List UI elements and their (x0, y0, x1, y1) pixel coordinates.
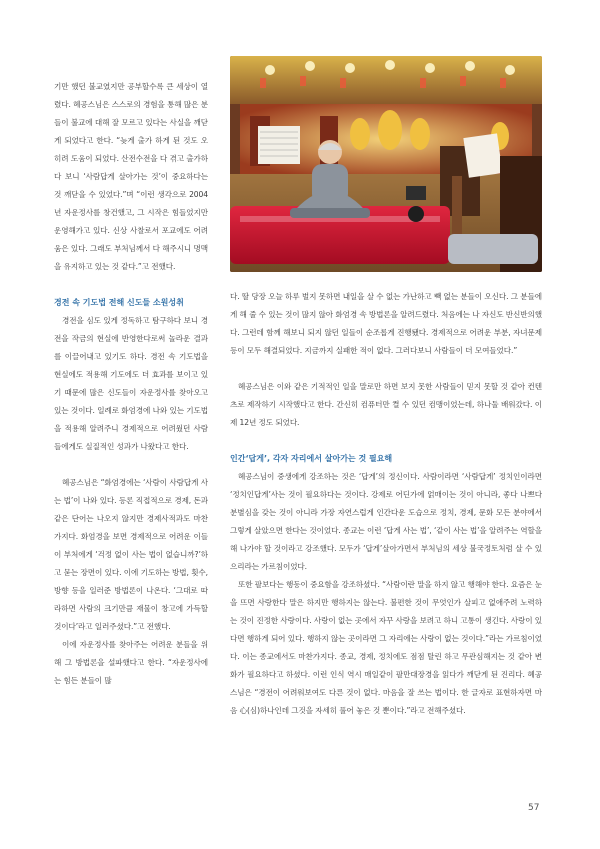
right-section-heading: 인간‘답게’, 각자 자리에서 살아가는 것 필요해 (230, 454, 393, 463)
left-paragraph-3: 혜공스님은 “화엄경에는 ‘사람이 사람답게 사는 법’이 나와 있다. 등론 직접적으로 경제, 돈과 같은 단어는 나오지 않지만 경제사적과도 마찬가지다. 화엄경을 보면 경제적으로 어려운 이들이 부처에게 ‘걱정 없이 사는 법이 없습니까?’하고 묻는 장면이 있다. 이에 기도하는 방법, 횟수, 방향 등을 일러준 방법론이 나온다. ‘그대로 따라하면 사람의 크기만큼 재물이 창고에 가득할 것이다’라고 일러주셨다.”고 전했다. (54, 478, 208, 631)
left-column (54, 78, 208, 690)
left-section-heading: 경전 속 기도법 전해 신도들 소원성취 (54, 298, 184, 307)
temple-photo (230, 56, 542, 272)
right-column (230, 288, 542, 720)
left-paragraph-2: 경전을 심도 있게 정독하고 탐구하다 보니 경전을 작금의 현실에 반영한다로써 놀라운 결과를 이끌어내고 있기도 하다. 경전 속 기도법을 현실에도 적용해 기도에도 더 효과를 보이고 있기 때문에 많은 신도들이 자운정사를 찾아오고 있는 것이다. 일례로 화엄경에 나와 있는 기도법을 적용해 알려주니 경제적으로 어려웠던 사람들에게도 실질적인 성과가 나왔다고 한다. (54, 316, 208, 451)
page-number: 57 (528, 803, 540, 813)
right-paragraph-4: 또한 팔보다는 행동이 중요함을 강조하셨다. “사람이란 말을 하지 않고 행해야 한다. 요즘은 눈을 뜨면 사랑한다 말은 하지만 행하지는 않는다. 불편한 것이 무엇인가 살피고 없애주려 노력하는 것이 진정한 사랑이다. 사랑이 없는 곳에서 자꾸 사랑을 보려고 하니 고통이 생긴다. 사랑이 있다면 행하게 되어 있다. 행하지 않는 곳이라면 그 자리에는 사랑이 없는 것이다.”라는 가르침이었다. 이는 종교에서도 마찬가지다. 종교, 경제, 정치에도 점점 탈린 하고 무관심해지는 것 같아 변화가 필요하다고 하셨다. 이런 인식 역시 매일같이 팔만대장경을 읽다가 깨닫게 된 진리다. 혜공스님은 “경전이 어려워보여도 다른 것이 없다. 마음을 잘 쓰는 법이다. 한 글자로 표현하자면 마음 心(심)하나인데 그것을 자세히 풀어 놓은 것 뿐이다.”라고 전해주셨다. (230, 580, 542, 715)
right-paragraph-3: 혜공스님이 중생에게 강조하는 것은 ‘답게’의 정신이다. 사람이라면 ‘사람답게’ 정치인이라면 ‘정치인답게’사는 것이 필요하다는 것이다. 강제로 어딘가에 얽매이는 것이 아니라, 좋다 나쁘다 분별심을 갖는 것이 아니라 가장 자연스럽게 인간다운 도습으로 정치, 경제, 문화 모든 분야에서 그렇게 살았으면 한다는 것이었다. 종교는 이런 ‘답게 사는 법’, ‘같이 사는 법’을 알려주는 역할을 해 나가야 할 것이라고 강조했다. 모두가 ‘답게’살아가면서 부처님의 세상 불국정토처럼 살 수 있으리라는 가르침이었다. (230, 472, 542, 571)
right-paragraph-1: 다. 딸 당장 오늘 하루 벌지 못하면 내일을 살 수 없는 가난하고 빽 없는 분들이 오신다. 그 분들에게 해 줄 수 있는 것이 많지 않아 화엄경 속 방법론을 알려드렸다. 처음에는 나 자신도 반신반의했다. 그런데 함께 해보니 되지 않던 일들이 순조롭게 진행됐다. 경제적으로 어려운 부분, 자녀문제 등이 모두 해결되었다. 지금까지 실패한 적이 없다. 그러다보니 사람들이 더 모여들었다.” (230, 292, 542, 355)
left-paragraph-1: 기만 했던 불교였지만 공부할수록 큰 세상이 열렸다. 혜공스님은 스스로의 경험을 통해 많은 분들이 불교에 대해 잘 모르고 있다는 사실을 깨닫게 되었다고 한다. “늦게 출가 하게 된 것도 오히려 도움이 되었다. 산전수전을 다 겪고 출가하다 보니 ‘사람답게 살아가는 것’이 중요하다는 것 깨닫을 수 있었다.”며 “이런 생각으로 2004년 자운정사를 창건했고, 그 시작은 힘들었지만 운영해가고 있다. 신상 사찰로서 포교에도 어려움은 있다. 그래도 부처님께서 다 해주시니 명맥을 유지하고 있는 것 같다.”고 전했다. (54, 82, 208, 271)
right-paragraph-2: 혜공스님은 이와 같은 기적적인 일을 말로만 하면 보지 못한 사람들이 믿지 못할 것 같아 컨텐츠로 제작하기 시작했다고 한다. 간신히 컴퓨터만 켤 수 있던 컴맹이었는데, 하나둘 배워갔다. 이제 12년 정도 되었다. (230, 382, 542, 427)
left-paragraph-4: 이에 자운정사를 찾아주는 어려운 분들을 위해 그 방법론을 설파했다고 한다. “자운정사에는 힘든 분들이 많 (54, 640, 208, 685)
